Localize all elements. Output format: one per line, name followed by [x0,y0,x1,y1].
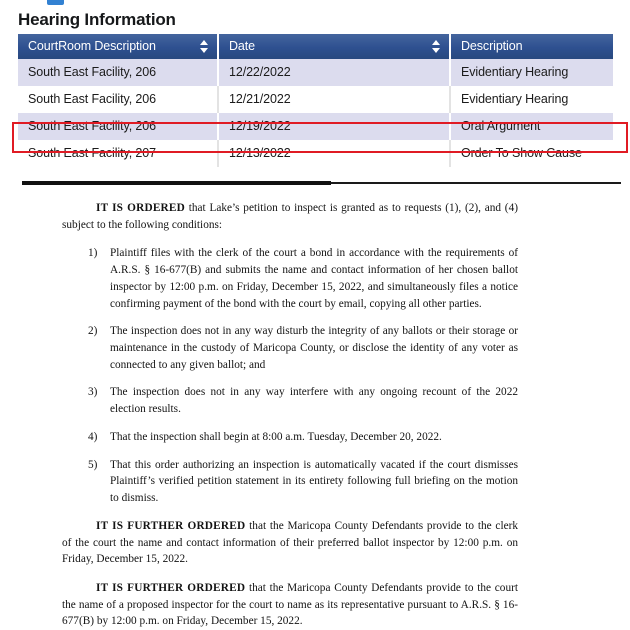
order-intro-paragraph [62,200,518,233]
cell-courtroom: South East Facility, 206 [18,113,218,140]
column-header-courtroom-description[interactable] [18,34,218,59]
cell-date: 12/21/2022 [218,86,450,113]
table-row[interactable] [18,140,613,167]
column-header-label: CourtRoom Description [28,39,156,53]
list-item [88,323,518,373]
blue-tab-fragment-icon [47,0,64,5]
list-item-text: Plaintiff files with the clerk of the court a bond in accordance with the requirements of A.R.S. § 16-677(B) and submits the name and contact information of her chosen ballot inspector by 12:00 p.m. on Friday, December 15, 2022, and simultaneously files a notice confirming payment of the bond with the court by email, copying all other parties. [110,247,518,310]
cell-date: 12/19/2022 [218,113,450,140]
column-header-description[interactable] [450,34,613,59]
cell-courtroom: South East Facility, 206 [18,86,218,113]
list-marker: 5) [88,458,98,471]
hearing-table [18,34,613,167]
list-item-text: That the inspection shall begin at 8:00 a.m. Tuesday, December 20, 2022. [110,430,442,443]
order-further-paragraph-1 [62,518,518,568]
order-intro-text: that Lake’s petition to inspect is granted as to requests (1), (2), and (4) subject to the following conditions: [62,202,518,231]
divider-bar-right [331,182,621,184]
column-header-date[interactable] [218,34,450,59]
cell-courtroom: South East Facility, 206 [18,59,218,86]
cell-date: 12/13/2022 [218,140,450,167]
cell-description: Order To Show Cause [450,140,613,167]
sort-updown-icon[interactable] [200,40,209,53]
column-header-label: Date [229,39,256,53]
list-item-text: The inspection does not in any way interfere with any ongoing recount of the 2022 election results. [110,386,518,416]
divider-bar-left [22,181,331,185]
order-further-1-text: that the Maricopa County Defendants provide to the clerk of the court the name and contact information of their preferred ballot inspector by 12:00 p.m. on Friday, December 15, 2022. [62,519,519,566]
column-header-label: Description [461,39,523,53]
order-further-2-text: that the Maricopa County Defendants provide to the court the name of a proposed inspector for the court to name as its representative pursuant to A.R.S. § 16-677(B) by 12:00 p.m. on Friday, December 15, 2022. [62,581,518,628]
list-item [88,245,518,312]
cell-description: Evidentiary Hearing [450,86,613,113]
order-further-2-bold: IT IS FURTHER ORDERED [96,581,246,594]
cell-date: 12/22/2022 [218,59,450,86]
table-row[interactable] [18,59,613,86]
list-marker: 1) [88,247,98,260]
order-conditions-list [62,245,518,506]
page-title: Hearing Information [18,10,176,29]
hearing-information-panel [0,10,630,167]
list-marker: 4) [88,430,98,443]
list-marker: 3) [88,386,98,399]
court-order-document [0,192,630,628]
sort-updown-icon[interactable] [432,40,441,53]
list-item-text: The inspection does not in any way disturb the integrity of any ballots or their storage or maintenance in the custody of Maricopa County, or disclose the identity of any voter as connected to any given ballot; and [110,325,518,371]
cell-description: Oral Argument [450,113,613,140]
table-row-highlighted[interactable] [18,113,613,140]
order-intro-bold: IT IS ORDERED [96,202,185,214]
order-body [62,192,518,630]
cell-description: Evidentiary Hearing [450,59,613,86]
table-header-row [18,34,613,59]
cell-courtroom: South East Facility, 207 [18,140,218,167]
list-item [88,429,518,446]
order-further-paragraph-2 [62,580,518,630]
list-item-text: That this order authorizing an inspection is automatically vacated if the court dismisses Plaintiff’s verified petition statement in its entirety following full briefing on the motion to dismiss. [110,458,518,505]
order-further-1-bold: IT IS FURTHER ORDERED [96,519,246,532]
list-marker: 2) [88,325,98,338]
list-item [88,384,518,417]
list-item [88,457,518,507]
table-row[interactable] [18,86,613,113]
